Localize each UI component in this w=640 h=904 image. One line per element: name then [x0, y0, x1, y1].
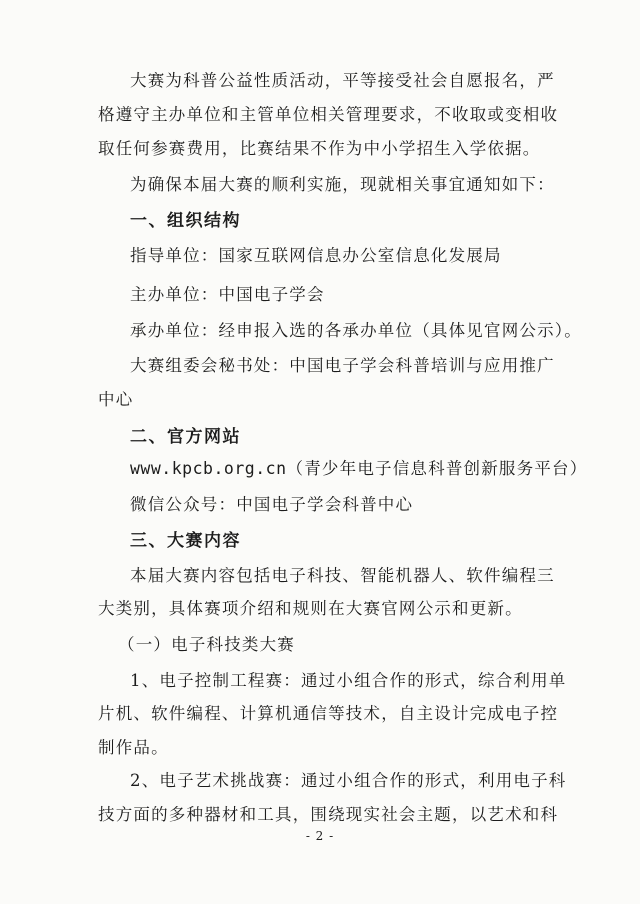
paragraph-line: 承办单位：经申报入选的各承办单位（具体见官网公示）。: [130, 321, 582, 340]
website-link[interactable]: www.kpcb.org.cn: [130, 459, 287, 478]
paragraph-line: 技方面的多种器材和工具，围绕现实社会主题，以艺术和科: [98, 805, 559, 824]
paragraph-line: 大类别，具体赛项介绍和规则在大赛官网公示和更新。: [98, 599, 523, 618]
section-heading: 一、组织结构: [130, 211, 241, 231]
paragraph-line: 微信公众号：中国电子学会科普中心: [130, 495, 414, 514]
page-number: - 2 -: [305, 829, 335, 843]
paragraph-line: 1、电子控制工程赛：通过小组合作的形式，综合利用单: [130, 671, 567, 690]
paragraph-line: 指导单位：国家互联网信息办公室信息化发展局: [130, 246, 502, 265]
website-description: （青少年电子信息科普创新服务平台）: [286, 459, 588, 478]
website-line: [130, 458, 587, 480]
paragraph-line: 片机、软件编程、计算机通信等技术，自主设计完成电子控: [98, 704, 559, 723]
paragraph-line: 大赛为科普公益性质活动，平等接受社会自愿报名，严: [130, 71, 555, 90]
subsection-heading: （一）电子科技类大赛: [118, 635, 295, 654]
paragraph-line: 格遵守主办单位和主管单位相关管理要求，不收取或变相收: [98, 105, 559, 124]
paragraph-line: 本届大赛内容包括电子科技、智能机器人、软件编程三: [130, 566, 555, 585]
paragraph-line: 取任何参赛费用，比赛结果不作为中小学招生入学依据。: [98, 139, 541, 158]
paragraph-line: 中心: [98, 390, 134, 409]
paragraph-line: 主办单位：中国电子学会: [130, 285, 325, 304]
paragraph-line: 大赛组委会秘书处：中国电子学会科普培训与应用推广: [130, 356, 555, 375]
section-heading: 三、大赛内容: [130, 531, 241, 551]
section-heading: 二、官方网站: [130, 427, 241, 447]
paragraph-line: 制作品。: [98, 738, 169, 757]
paragraph-line: 为确保本届大赛的顺利实施，现就相关事宜通知如下：: [130, 175, 555, 194]
paragraph-line: 2、电子艺术挑战赛：通过小组合作的形式，利用电子科: [130, 771, 567, 790]
